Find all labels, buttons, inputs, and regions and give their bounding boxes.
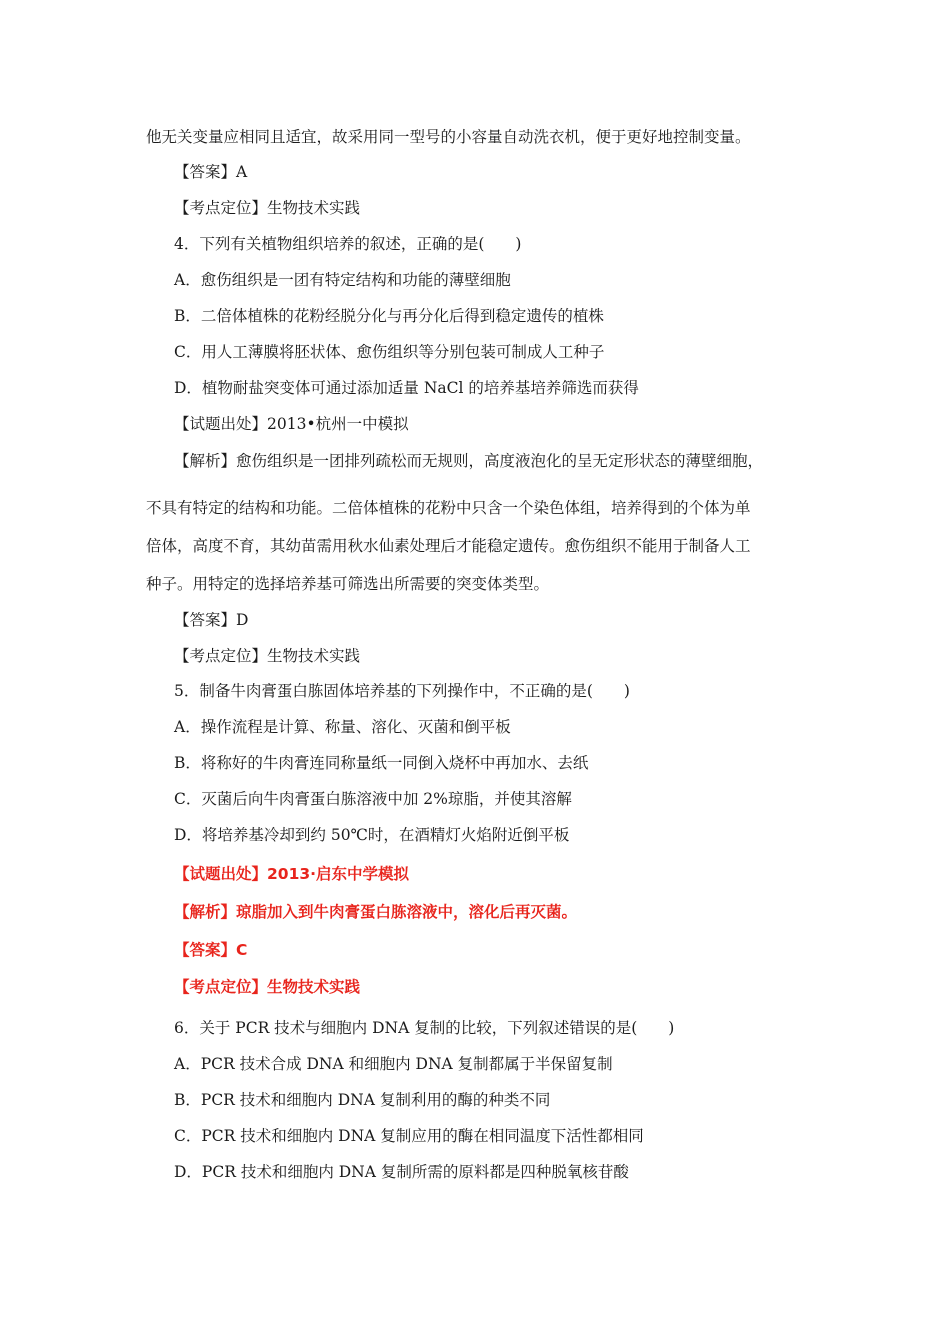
- q4-explanation-line-1: 【解析】愈伤组织是一团排列疏松而无规则，高度液泡化的呈无定形状态的薄壁细胞，: [174, 452, 764, 470]
- q6-option-c: C．PCR 技术和细胞内 DNA 复制应用的酶在相同温度下活性都相同: [174, 1127, 644, 1145]
- q4-option-d: D．植物耐盐突变体可通过添加适量 NaCl 的培养基培养筛选而获得: [174, 379, 639, 397]
- q3-topic: 【考点定位】生物技术实践: [174, 199, 361, 217]
- q5-option-c: C．灭菌后向牛肉膏蛋白胨溶液中加 2%琼脂，并使其溶解: [174, 790, 572, 808]
- q4-topic: 【考点定位】生物技术实践: [174, 647, 361, 665]
- q4-explanation-line-4: 种子。用特定的选择培养基可筛选出所需要的突变体类型。: [146, 575, 550, 593]
- q5-source: 【试题出处】2013·启东中学模拟: [174, 865, 410, 883]
- q5-option-d: D．将培养基冷却到约 50℃时，在酒精灯火焰附近倒平板: [174, 826, 570, 844]
- q6-option-b: B．PCR 技术和细胞内 DNA 复制利用的酶的种类不同: [174, 1091, 551, 1109]
- q4-explanation-line-3: 倍体，高度不育，其幼苗需用秋水仙素处理后才能稳定遗传。愈伤组织不能用于制备人工: [146, 537, 751, 555]
- q5-stem: 5．制备牛肉膏蛋白胨固体培养基的下列操作中，不正确的是( ): [174, 682, 630, 700]
- q5-topic: 【考点定位】生物技术实践: [174, 978, 361, 996]
- q5-explanation: 【解析】琼脂加入到牛肉膏蛋白胨溶液中，溶化后再灭菌。: [174, 903, 578, 921]
- q5-answer: 【答案】C: [174, 941, 248, 959]
- q4-stem: 4．下列有关植物组织培养的叙述，正确的是( ): [174, 235, 522, 253]
- q4-option-c: C．用人工薄膜将胚状体、愈伤组织等分别包装可制成人工种子: [174, 343, 605, 361]
- q6-option-d: D．PCR 技术和细胞内 DNA 复制所需的原料都是四种脱氧核苷酸: [174, 1163, 629, 1181]
- q3-answer: 【答案】A: [174, 163, 248, 181]
- q4-option-b: B．二倍体植株的花粉经脱分化与再分化后得到稳定遗传的植株: [174, 307, 604, 325]
- q6-stem: 6．关于 PCR 技术与细胞内 DNA 复制的比较，下列叙述错误的是( ): [174, 1019, 675, 1037]
- q6-option-a: A．PCR 技术合成 DNA 和细胞内 DNA 复制都属于半保留复制: [174, 1055, 613, 1073]
- q4-answer: 【答案】D: [174, 611, 249, 629]
- q5-option-b: B．将称好的牛肉膏连同称量纸一同倒入烧杯中再加水、去纸: [174, 754, 589, 772]
- q4-option-a: A．愈伤组织是一团有特定结构和功能的薄壁细胞: [174, 271, 511, 289]
- q5-option-a: A．操作流程是计算、称量、溶化、灭菌和倒平板: [174, 718, 511, 736]
- q4-source: 【试题出处】2013•杭州一中模拟: [174, 415, 409, 433]
- q4-explanation-line-2: 不具有特定的结构和功能。二倍体植株的花粉中只含一个染色体组，培养得到的个体为单: [146, 499, 751, 517]
- q3-explanation-continuation: 他无关变量应相同且适宜，故采用同一型号的小容量自动洗衣机，便于更好地控制变量。: [146, 128, 751, 146]
